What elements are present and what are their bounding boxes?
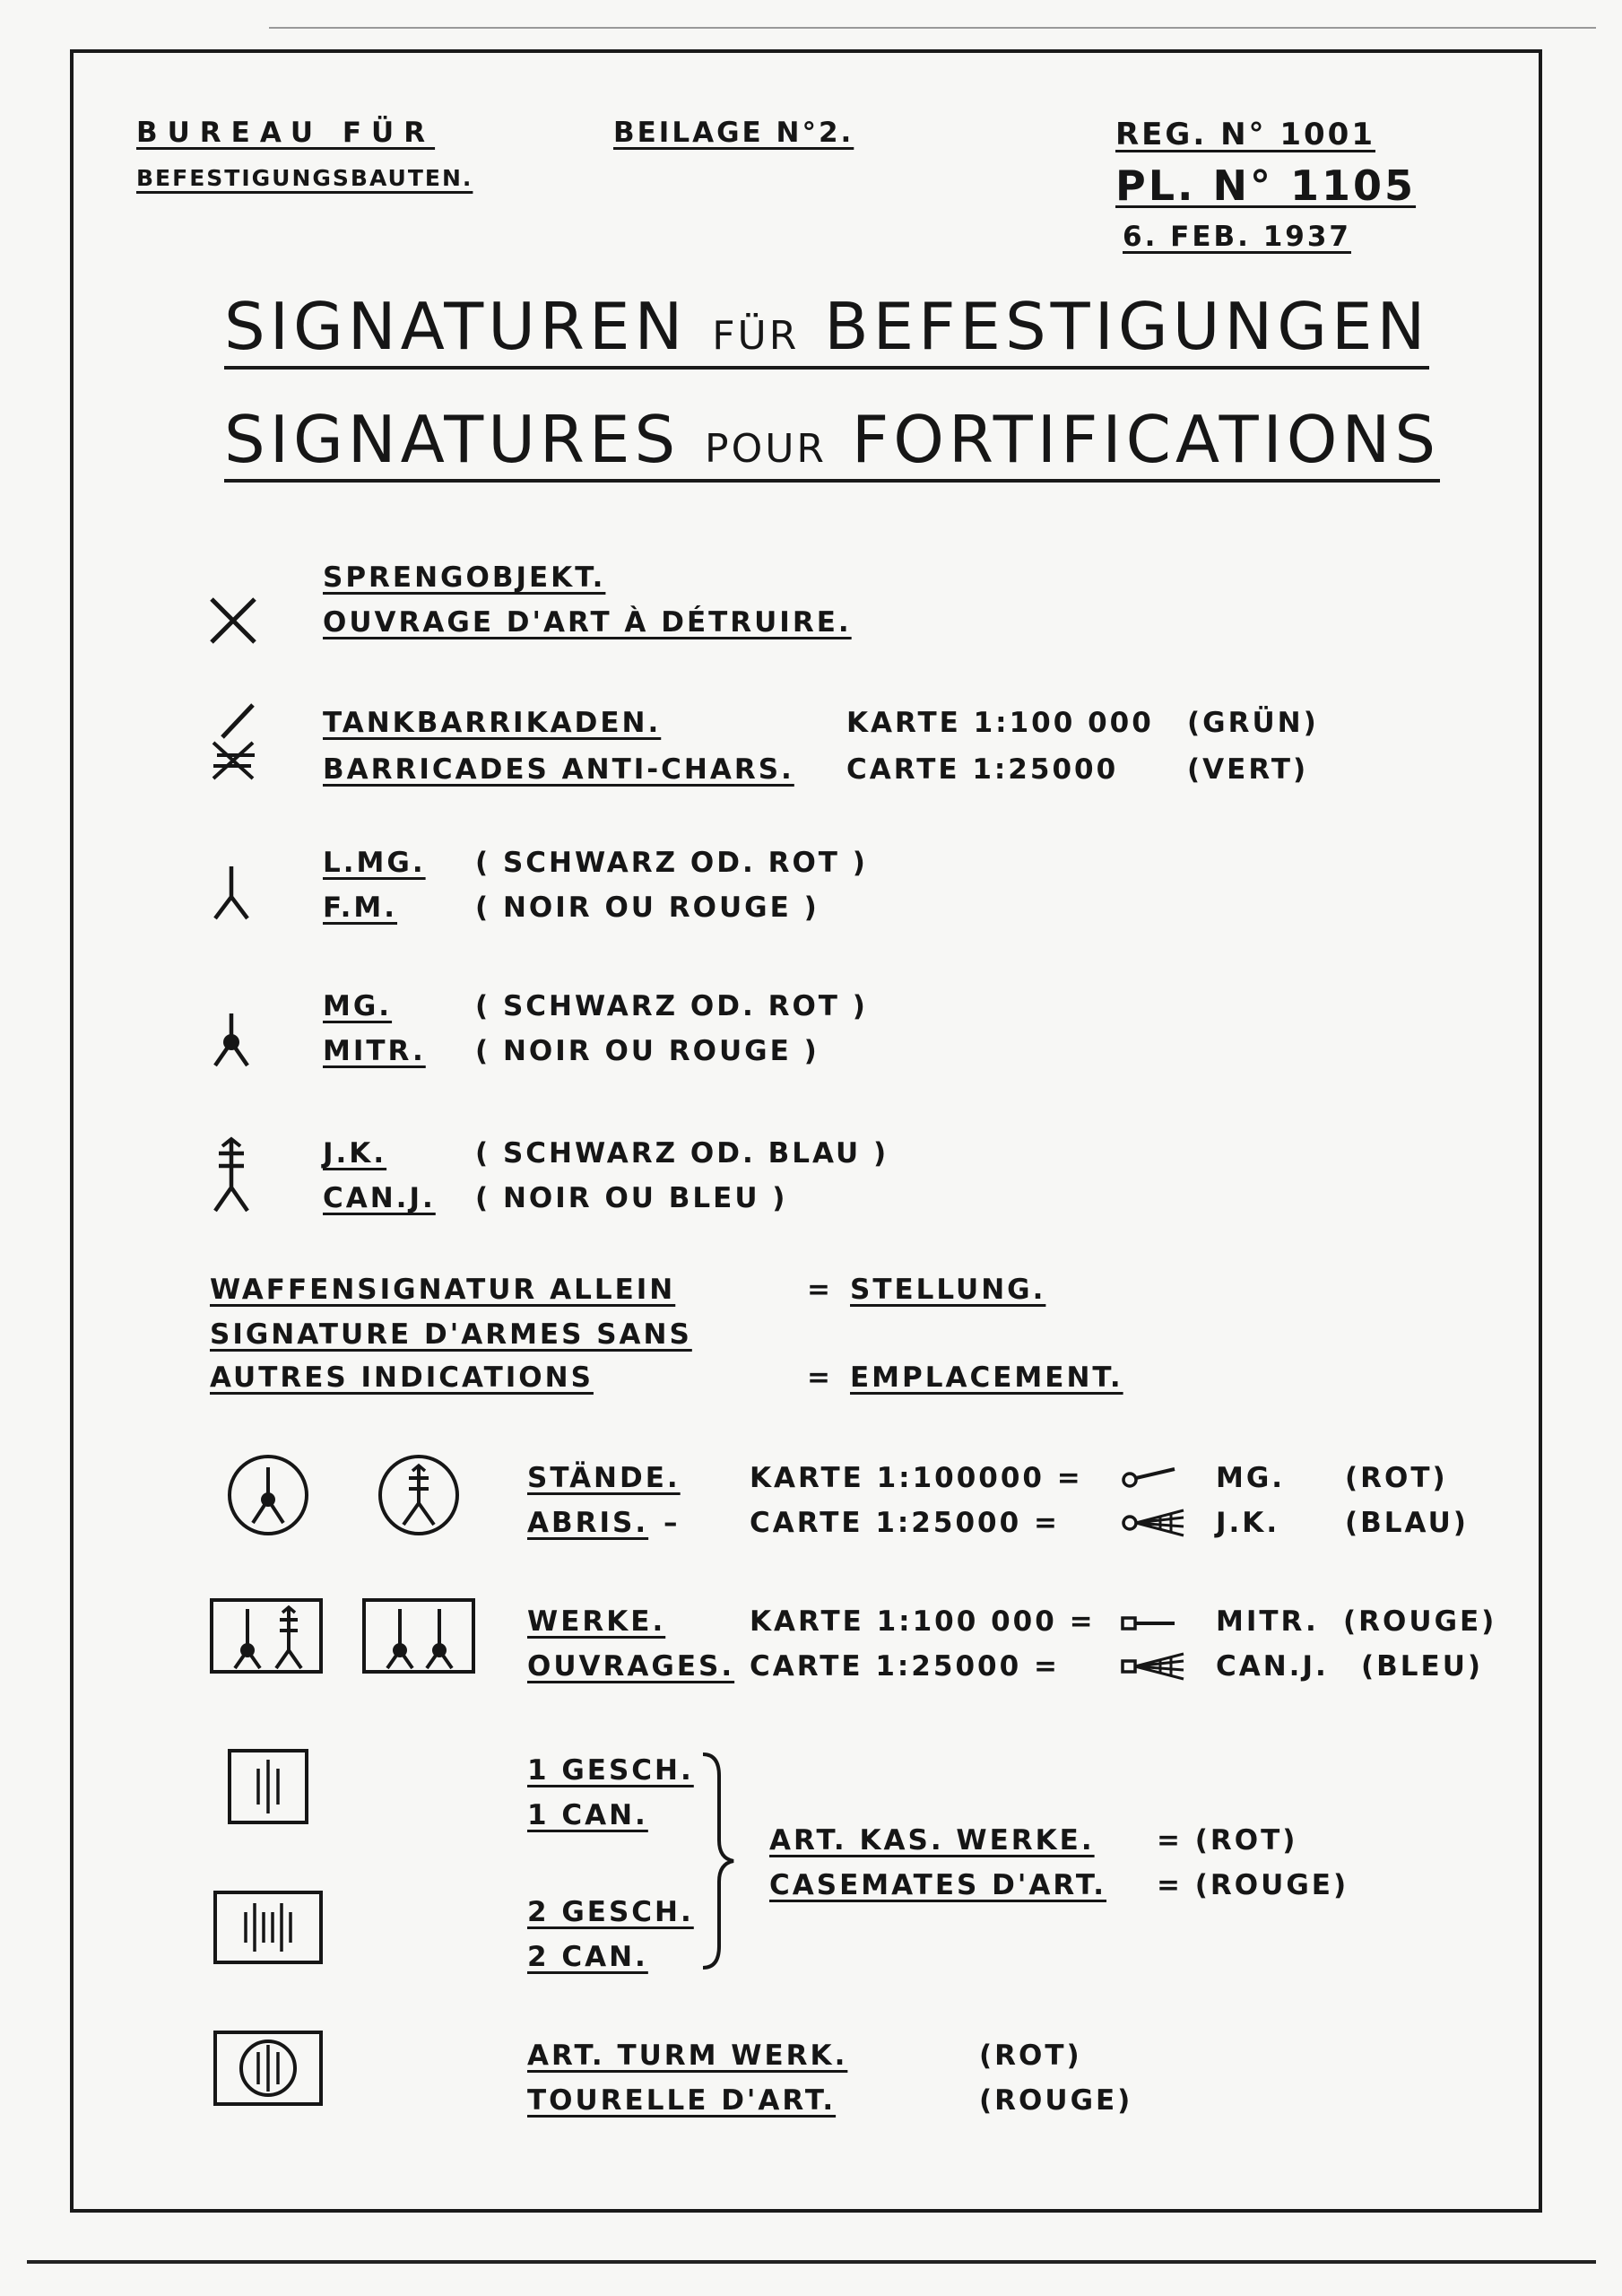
artkas-1-can: 1 CAN. <box>527 1799 648 1831</box>
artkas-de: ART. KAS. WERKE. <box>769 1824 1095 1857</box>
werke-weapon-mitr: MITR. <box>1216 1605 1319 1638</box>
tank-barricade-icon <box>208 701 262 780</box>
werke-color-rouge: (ROUGE) <box>1343 1605 1497 1638</box>
lmg-de: L.MG. <box>323 847 426 879</box>
mg-color-fr: ( NOIR OU ROUGE ) <box>475 1035 820 1067</box>
werke-color-bleu: (BLEU) <box>1361 1650 1484 1683</box>
tank-color-fr: (VERT) <box>1187 753 1309 786</box>
artkas-fr: CASEMATES D'ART. <box>769 1869 1107 1901</box>
waffen-equals-1: = <box>807 1274 833 1306</box>
artkas-2-gesch: 2 GESCH. <box>527 1896 694 1928</box>
canj-fan-symbol-icon <box>1121 1650 1187 1681</box>
turm-color-rot: (ROT) <box>979 2039 1082 2072</box>
tank-karte-100000: KARTE 1:100 000 <box>846 707 1154 739</box>
waffen-equals-2: = <box>807 1361 833 1394</box>
work-mg-icon <box>362 1598 477 1677</box>
tank-fr: BARRICADES ANTI-CHARS. <box>323 753 794 786</box>
shelter-mg-icon <box>226 1453 310 1537</box>
waffen-fr-line1: SIGNATURE D'ARMES SANS <box>210 1318 692 1351</box>
title-german-word2: FÜR <box>712 313 800 359</box>
title-french-word1: SIGNATURES <box>224 402 681 477</box>
staende-karte-100000: KARTE 1:100000 = <box>750 1462 1083 1494</box>
werke-carte-25000: CARTE 1:25000 = <box>750 1650 1060 1683</box>
jk-color-de: ( SCHWARZ OD. BLAU ) <box>475 1137 889 1170</box>
artkas-1-gesch: 1 GESCH. <box>527 1754 694 1787</box>
title-german <box>224 289 1429 370</box>
turm-fr: TOURELLE D'ART. <box>527 2084 837 2117</box>
waffen-fr-line2: AUTRES INDICATIONS <box>210 1361 594 1394</box>
jk-fr: CAN.J. <box>323 1182 436 1214</box>
lmg-color-de: ( SCHWARZ OD. ROT ) <box>475 847 868 879</box>
curly-brace-icon <box>698 1751 739 1971</box>
tank-carte-25000: CARTE 1:25000 <box>846 753 1119 786</box>
staende-carte-25000: CARTE 1:25000 = <box>750 1507 1060 1539</box>
registry-number: REG. N° 1001 <box>1115 117 1375 152</box>
document-date: 6. FEB. 1937 <box>1123 221 1351 253</box>
mg-de: MG. <box>323 990 393 1022</box>
light-mg-icon <box>212 863 251 922</box>
lmg-color-fr: ( NOIR OU ROUGE ) <box>475 891 820 924</box>
jk-color-fr: ( NOIR OU BLEU ) <box>475 1182 788 1214</box>
bureau-line2: BEFESTIGUNGSBAUTEN. <box>136 165 473 191</box>
tank-color-de: (GRÜN) <box>1187 707 1319 739</box>
title-german-word1: SIGNATUREN <box>224 289 688 364</box>
staende-weapon-mg: MG. <box>1216 1462 1286 1494</box>
waffen-stellung: STELLUNG. <box>850 1274 1046 1306</box>
title-german-word3: BEFESTIGUNGEN <box>824 289 1430 364</box>
staende-color-blau: (BLAU) <box>1345 1507 1469 1539</box>
turm-de: ART. TURM WERK. <box>527 2039 848 2072</box>
title-french-word2: POUR <box>705 426 827 472</box>
sheet-edge-bottom <box>27 2260 1596 2264</box>
mitr-line-symbol-icon <box>1121 1609 1178 1636</box>
staende-de: STÄNDE. <box>527 1462 681 1494</box>
werke-weapon-canj: CAN.J. <box>1216 1650 1329 1683</box>
mg-fr: MITR. <box>323 1035 426 1067</box>
artkas-2-can: 2 CAN. <box>527 1941 648 1973</box>
shelter-cannon-icon <box>377 1453 461 1537</box>
sprengobjekt-fr: OUVRAGE D'ART À DÉTRUIRE. <box>323 606 852 639</box>
artkas-color-rouge: = (ROUGE) <box>1157 1869 1349 1901</box>
sprengobjekt-de: SPRENGOBJEKT. <box>323 561 606 594</box>
staende-fr: ABRIS. <box>527 1507 649 1539</box>
waffen-de: WAFFENSIGNATUR ALLEIN <box>210 1274 676 1306</box>
turret-icon <box>213 2031 325 2108</box>
plan-number: PL. N° 1105 <box>1115 161 1417 210</box>
werke-de: WERKE. <box>527 1605 666 1638</box>
jk-de: J.K. <box>323 1137 387 1170</box>
staende-weapon-jk: J.K. <box>1216 1507 1280 1539</box>
tank-de: TANKBARRIKADEN. <box>323 707 662 739</box>
artkas-color-rot: = (ROT) <box>1157 1824 1298 1857</box>
infantry-cannon-icon <box>212 1137 251 1213</box>
bureau-line1: BUREAU FÜR <box>136 117 436 149</box>
work-mixed-icon <box>210 1598 325 1677</box>
lmg-fr: F.M. <box>323 891 398 924</box>
staende-color-rot: (ROT) <box>1345 1462 1448 1494</box>
waffen-emplacement: EMPLACEMENT. <box>850 1361 1123 1394</box>
title-french-word3: FORTIFICATIONS <box>851 402 1441 477</box>
mg-line-symbol-icon <box>1121 1464 1178 1491</box>
cannon-fan-symbol-icon <box>1121 1507 1187 1537</box>
title-french <box>224 402 1440 483</box>
werke-fr: OUVRAGES. <box>527 1650 735 1683</box>
werke-karte-100000: KARTE 1:100 000 = <box>750 1605 1096 1638</box>
sheet-edge-top <box>269 27 1596 29</box>
mg-icon <box>212 1010 251 1069</box>
mg-color-de: ( SCHWARZ OD. ROT ) <box>475 990 868 1022</box>
staende-dash: – <box>664 1507 681 1539</box>
cross-icon <box>208 596 258 646</box>
one-gun-casemate-icon <box>228 1749 310 1826</box>
turm-color-rouge: (ROUGE) <box>979 2084 1133 2117</box>
two-gun-casemate-icon <box>213 1891 325 1966</box>
beilage-number: BEILAGE N°2. <box>613 117 854 149</box>
